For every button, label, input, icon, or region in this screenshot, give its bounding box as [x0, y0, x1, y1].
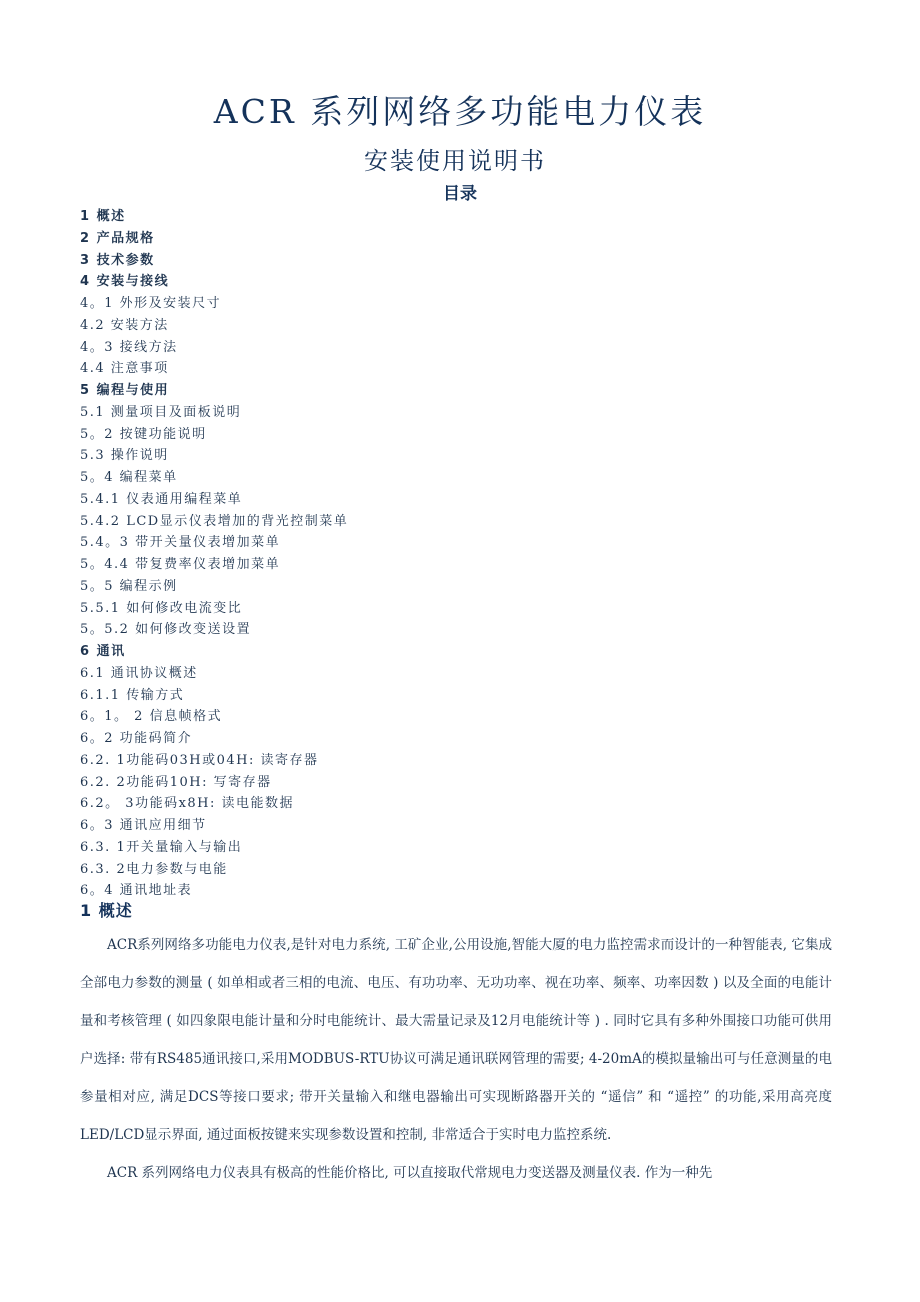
toc-entry: 5.5.1 如何修改电流变比	[80, 600, 243, 616]
table-of-contents	[80, 206, 348, 902]
toc-entry: 6.3. 2电力参数与电能	[80, 861, 228, 877]
document-title: ACR 系列网络多功能电力仪表	[213, 92, 707, 131]
toc-heading: 目录	[443, 184, 477, 204]
toc-entry: 6.3. 1开关量输入与输出	[80, 839, 243, 855]
body-paragraph: ACR系列网络多功能电力仪表,是针对电力系统, 工矿企业,公用设施,智能大厦的电力监控需求而设计的一种智能表, 它集成全部电力参数的测量 ( 如单相或者三相的电流、电压、有功功率、无功功率、视在功率、频率、功率因数 ) 以及全面的电能计量和考核管理 ( 如四象限电能计量和分时电能统计、最大需量记录及12月电能统计等 ) . 同时它具有多种外围接口功能可供用户选择: 带有RS485通讯接口,采用MODBUS-RTU协议可满足通讯联网管理的需要; 4-20mA的模拟量输出可与任意测量的电参量相对应, 满足DCS等接口要求; 带开关量输入和继电器输出可实现断路器开关的 “遥信” 和 “遥控” 的功能,采用高亮度LED/LCD显示界面, 通过面板按键来实现参数设置和控制, 非常适合于实时电力监控系统.	[80, 937, 832, 1143]
toc-entry: 4 安装与接线	[80, 274, 170, 290]
toc-entry: 5.4.1 仪表通用编程菜单	[80, 491, 243, 507]
toc-entry: 1 概述	[80, 209, 126, 224]
section-body	[80, 926, 832, 1192]
toc-entry: 4。1 外形及安装尺寸	[80, 296, 222, 311]
toc-entry: 6.2. 2功能码10H: 写寄存器	[80, 774, 272, 790]
toc-entry: 6。1。 2 信息帧格式	[80, 709, 223, 725]
toc-entry: 6。4 通讯地址表	[80, 883, 193, 899]
toc-entry: 5.3 操作说明	[80, 448, 169, 464]
body-paragraph: ACR 系列网络电力仪表具有极高的性能价格比, 可以直接取代常规电力变送器及测量仪表. 作为一种先	[107, 1165, 713, 1181]
toc-entry: 2 产品规格	[80, 230, 155, 246]
toc-entry: 4。3 接线方法	[80, 339, 178, 355]
toc-entry: 4.4 注意事项	[80, 361, 169, 377]
toc-entry: 5.4.2 LCD显示仪表增加的背光控制菜单	[80, 513, 349, 529]
toc-entry: 5。5 编程示例	[80, 578, 178, 594]
toc-entry: 4.2 安装方法	[80, 317, 169, 333]
toc-entry: 5.4。3 带开关量仪表增加菜单	[80, 535, 281, 551]
toc-entry: 5。4.4 带复费率仪表增加菜单	[80, 557, 281, 572]
toc-entry: 6 通讯	[80, 644, 126, 659]
toc-entry: 5。4 编程菜单	[80, 470, 178, 485]
toc-entry: 6.1.1 传输方式	[80, 687, 185, 703]
toc-entry: 6。3 通讯应用细节	[80, 818, 207, 833]
toc-entry: 6.2。 3功能码x8H: 读电能数据	[80, 796, 295, 812]
toc-entry: 6.1 通讯协议概述	[80, 665, 198, 681]
toc-entry: 5 编程与使用	[80, 383, 170, 398]
toc-entry: 5.1 测量项目及面板说明	[80, 404, 242, 420]
section-heading-overview: 1 概述	[80, 901, 133, 920]
toc-entry: 5。2 按键功能说明	[80, 426, 207, 442]
toc-entry: 3 技术参数	[80, 252, 155, 268]
toc-entry: 5。5.2 如何修改变送设置	[80, 622, 252, 638]
toc-entry: 6。2 功能码简介	[80, 731, 193, 746]
toc-entry: 6.2. 1功能码03H或04H: 读寄存器	[80, 752, 319, 768]
document-subtitle: 安装使用说明书	[364, 147, 546, 175]
